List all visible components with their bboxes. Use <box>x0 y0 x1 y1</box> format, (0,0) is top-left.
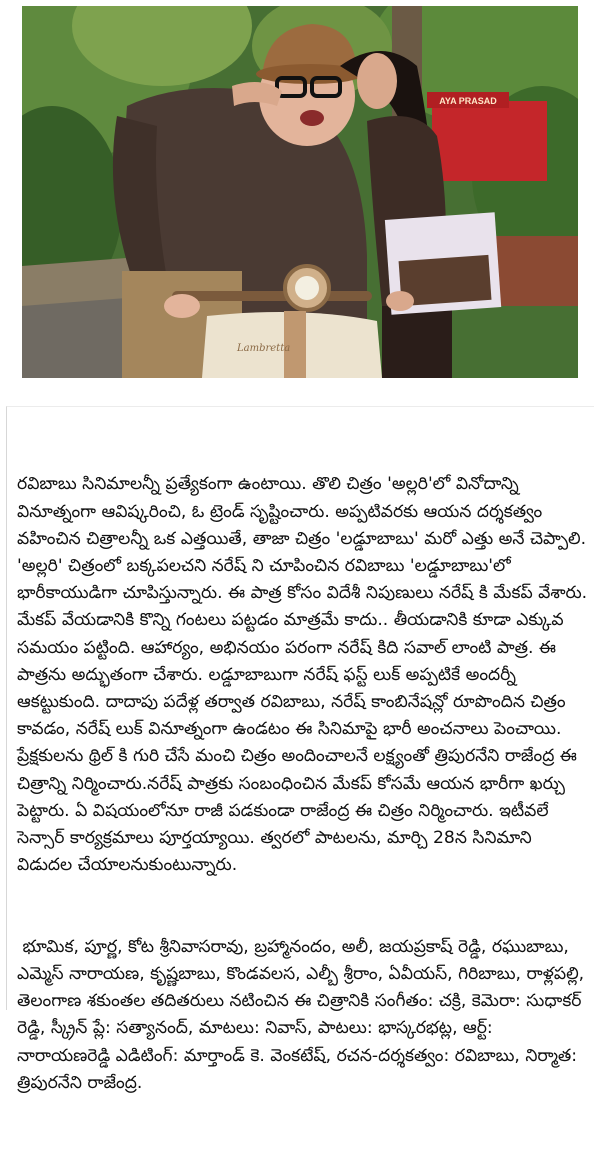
movie-still-photo <box>22 6 578 378</box>
scooter-badge-text: Lambretta <box>237 343 291 354</box>
article-card <box>6 406 594 1093</box>
credits-paragraph: భూమిక, పూర్ణ, కోట శ్రీనివాసరావు, బ్రహ్మానందం, అలీ, జయప్రకాష్ రెడ్డి, రఘుబాబు, ఎమ్మెస్ నారాయణ, కృష్ణబాబు, కొండవలస, ఎల్బీ శ్రీరాం, ఏవీయస్, గిరిబాబు, రాళ్లపల్లి, తెలంగాణ శకుంతల తదితరులు నటించిన ఈ చిత్రానికి సంగీతం: చక్రి, కెమెరా: సుధాకర్ రెడ్డి, స్క్రీన్ ప్లే: సత్యానంద్, మాటలు: నివాస్, పాటలు: భాస్కరభట్ల, ఆర్ట్: నారాయణరెడ్డి ఎడిటింగ్: మార్తాండ్ కె. వెంకటేష్, రచన-దర్శకత్వం: రవిబాబు, నిర్మాత: త్రిపురనేని రాజేంద్ర. <box>17 936 590 1093</box>
article-body <box>17 417 591 1151</box>
article-paragraph: రవిబాబు సినిమాలన్నీ ప్రత్యేకంగా ఉంటాయి. తొలి చిత్రం 'అల్లరి'లో వినోదాన్ని వినూత్నంగా ఆవిష్కరించి, ఓ ట్రెండ్ సృష్టించారు. అప్పటివరకు ఆయన దర్శకత్వం వహించిన చిత్రాలన్నీ ఒక ఎత్తయితే, తాజా చిత్రం 'లడ్డూబాబు' మరో ఎత్తు అనే చెప్పాలి. 'అల్లరి' చిత్రంలో బక్కపలచని నరేష్ ని చూపించిన రవిబాబు 'లడ్డూబాబు'లో భారీకాయుడిగా చూపిస్తున్నారు. ఈ పాత్ర కోసం విదేశీ నిపుణులు నరేష్ కి మేకప్ వేశారు. మేకప్ వేయడానికి కొన్ని గంటలు పట్టడం మాత్రమే కాదు.. తీయడానికి కూడా ఎక్కువ సమయం పట్టింది. ఆహార్యం, అభినయం పరంగా నరేష్ కిది సవాల్ లాంటి పాత్ర. ఈ పాత్రను అద్భుతంగా చేశారు. లడ్డూబాబుగా నరేష్ ఫస్ట్ లుక్ అప్పటికే అందర్నీ ఆకట్టుకుంది. దాదాపు పదేళ్ల తర్వాత రవిబాబు, నరేష్ కాంబినేషన్లో రూపొందిన చిత్రం కావడం, నరేష్ లుక్ వినూత్నంగా ఉండటం ఈ సినిమాపై భారీ అంచనాలు పెంచాయి. ప్రేక్షకులను థ్రిల్ కి గురి చేసే మంచి చిత్రం అందించాలనే లక్ష్యంతో త్రిపురనేని రాజేంద్ర ఈ చిత్రాన్ని నిర్మించారు.నరేష్ పాత్రకు సంబంధించిన మేకప్ కోసమే ఆయన భారీగా ఖర్చు పెట్టారు. ఏ విషయంలోనూ రాజీ పడకుండా రాజేంద్ర ఈ చిత్రం నిర్మించారు. ఇటీవలే సెన్సార్ కార్యక్రమాలు పూర్తయ్యాయి. త్వరలో పాటలను, మార్చి 28న సినిమాని విడుదల చేయాలనుకుంటున్నారు. <box>17 474 593 876</box>
signboard-text: AYA PRASAD <box>439 96 497 106</box>
